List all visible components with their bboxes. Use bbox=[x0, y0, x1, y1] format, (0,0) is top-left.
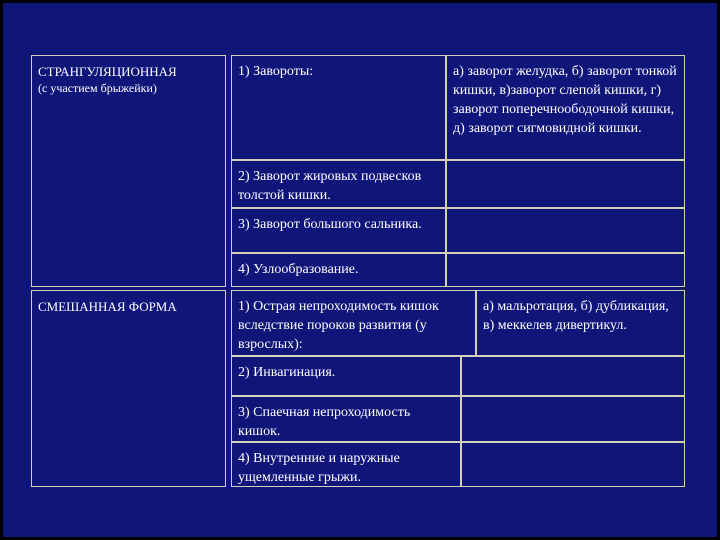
mixed-row-2-label bbox=[231, 356, 461, 396]
mixed-row-1-label bbox=[231, 290, 476, 356]
strangulation-row-3-label bbox=[231, 208, 446, 253]
row-detail: а) заворот желудка, б) заворот тонкой кишки, в)заворот слепой кишки, г) заворот поперечноободочной кишки, д) заворот сигмовидной кишки. bbox=[453, 64, 677, 136]
mixed-row-3-label bbox=[231, 396, 461, 442]
row-label: 4) Внутренние и наружные ущемленные грыжи. bbox=[238, 451, 400, 485]
row-label: 4) Узлообразование. bbox=[238, 262, 359, 277]
row-label: 1) Острая непроходимость кишок вследствие пороков развития (у взрослых): bbox=[238, 299, 439, 352]
slide bbox=[3, 3, 717, 537]
row-label: 2) Заворот жировых подвесков толстой кишки. bbox=[238, 169, 422, 203]
strangulation-row-4-detail bbox=[446, 253, 685, 287]
strangulation-row-1-detail bbox=[446, 55, 685, 160]
row-label: 3) Заворот большого сальника. bbox=[238, 217, 422, 232]
strangulation-row-2-detail bbox=[446, 160, 685, 208]
row-label: 1) Завороты: bbox=[238, 64, 314, 79]
strangulation-subtitle: (с участием брыжейки) bbox=[38, 81, 157, 95]
row-label: 3) Спаечная непроходимость кишок. bbox=[238, 405, 411, 439]
strangulation-row-2-label bbox=[231, 160, 446, 208]
strangulation-row-3-detail bbox=[446, 208, 685, 253]
strangulation-title: СТРАНГУЛЯЦИОННАЯ bbox=[38, 64, 177, 79]
strangulation-heading-cell bbox=[31, 55, 226, 287]
mixed-heading-cell bbox=[31, 290, 226, 487]
mixed-row-3-detail bbox=[461, 396, 685, 442]
mixed-row-2-detail bbox=[461, 356, 685, 396]
mixed-row-4-label bbox=[231, 442, 461, 487]
row-label: 2) Инвагинация. bbox=[238, 365, 336, 380]
strangulation-row-4-label bbox=[231, 253, 446, 287]
row-detail: а) мальротация, б) дубликация, в) меккелев дивертикул. bbox=[483, 299, 669, 333]
mixed-title: СМЕШАННАЯ ФОРМА bbox=[38, 299, 177, 314]
mixed-row-4-detail bbox=[461, 442, 685, 487]
strangulation-row-1-label bbox=[231, 55, 446, 160]
mixed-row-1-detail bbox=[476, 290, 685, 356]
